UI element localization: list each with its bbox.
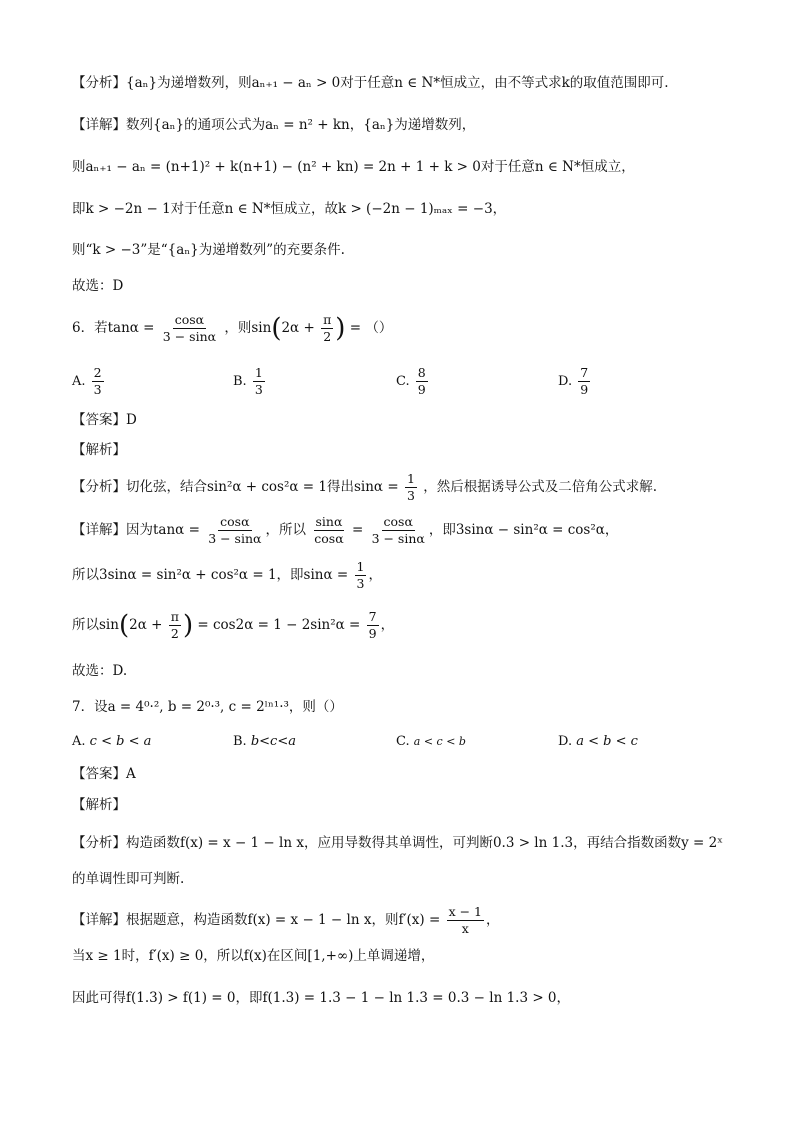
- fraction: [312, 515, 345, 546]
- option-den: 3: [254, 382, 263, 397]
- option-num: 7: [580, 365, 589, 380]
- fraction: [447, 905, 484, 936]
- q7-analysis-1: [72, 834, 723, 852]
- q6-stem-d: = （）: [349, 320, 393, 336]
- q6-detail-3-e: ，: [380, 617, 395, 633]
- option-den: 9: [417, 382, 426, 397]
- detail-tag: 【详解】: [72, 522, 126, 538]
- q7-analysis-1-text: 构造函数f(x) = x − 1 − ln x，应用导数得其单调性，可判断0.3 > ln 1.3，再结合指数函数y = 2ˣ: [126, 835, 723, 851]
- fraction-den: 3: [356, 576, 365, 591]
- detail-tag: 【详解】: [72, 912, 126, 928]
- option-num: 2: [93, 365, 102, 380]
- solution-tag: 【解析】: [72, 442, 126, 458]
- q6-detail-1-a: 因为tanα =: [126, 522, 200, 538]
- q7-detail-1-a: 根据题意，构造函数f(x) = x − 1 − ln x，则f′(x) =: [126, 912, 441, 928]
- q6-option-c: [396, 366, 430, 397]
- option-fraction: [416, 366, 428, 397]
- fraction-num: sinα: [315, 514, 343, 529]
- option-letter: A.: [72, 734, 86, 749]
- q6-analysis-b: ，然后根据诱导公式及二倍角公式求解.: [423, 479, 657, 495]
- option-den: 9: [580, 382, 589, 397]
- fraction-den: x: [461, 921, 469, 936]
- q6-analysis: [72, 472, 657, 503]
- detail-tag: 【详解】: [72, 117, 126, 133]
- q6-stem-pi-fraction: [321, 313, 333, 344]
- q6-detail-1: [72, 515, 618, 546]
- q5-detail-1: [72, 116, 475, 134]
- q7-option-b: [233, 733, 296, 751]
- q5-analysis: [72, 74, 669, 92]
- option-num: 1: [254, 365, 263, 380]
- option-text: c < b < a: [89, 734, 152, 749]
- fraction-den: cosα: [314, 531, 344, 546]
- q6-answer-value: D: [126, 412, 137, 428]
- q6-stem-fraction: [161, 313, 218, 344]
- q5-detail-3: 即k > −2n − 1对于任意n ∈ N*恒成立，故k > (−2n − 1)ₘₐₓ = −3，: [72, 201, 507, 217]
- option-letter: D.: [558, 374, 573, 389]
- q6-answer: [72, 411, 137, 429]
- q6-detail-3: 所以sin(2α + $\frac{\pi}{2}$ ) = cos2α = 1 − 2sin²α = $\frac{7}{9}$ ，: [72, 609, 395, 641]
- q7-detail-1: [72, 905, 500, 936]
- fraction: [206, 515, 263, 546]
- q6-option-b: [233, 366, 267, 397]
- fraction: [355, 560, 367, 591]
- option-letter: B.: [233, 734, 247, 749]
- option-text: a < c < b: [413, 735, 466, 748]
- answer-tag: 【答案】: [72, 766, 126, 782]
- q7-option-a: [72, 733, 151, 751]
- q5-detail-2: 则aₙ₊₁ − aₙ = (n+1)² + k(n+1) − (n² + kn) = 2n + 1 + k > 0对于任意n ∈ N*恒成立，: [72, 159, 635, 175]
- q7-detail-3: 因此可得f(1.3) > f(1) = 0，即f(1.3) = 1.3 − 1 − ln 1.3 = 0.3 − ln 1.3 > 0，: [72, 990, 571, 1006]
- q7-detail-1-b: ，: [486, 912, 500, 928]
- fraction: [370, 515, 427, 546]
- analysis-tag: 【分析】: [72, 479, 126, 495]
- fraction-den: 3 − sinα: [208, 531, 262, 546]
- option-num: 8: [417, 365, 426, 380]
- analysis-tag: 【分析】: [72, 75, 126, 91]
- q6-solution-tag: [72, 441, 126, 459]
- q7-option-d: [558, 733, 638, 751]
- fraction-num: 7: [368, 609, 377, 624]
- q6-detail-3-c: = cos2α = 1 − 2sin²α =: [197, 617, 361, 633]
- option-text: a < b < c: [576, 734, 638, 749]
- q6-detail-1-c: =: [351, 522, 364, 538]
- q7-analysis-2: 的单调性即可判断.: [72, 871, 185, 887]
- analysis-tag: 【分析】: [72, 835, 126, 851]
- q6-stem-pi: π: [323, 312, 332, 327]
- q6-detail-2: [72, 560, 382, 591]
- option-letter: B.: [233, 374, 247, 389]
- option-text: b<c<a: [250, 734, 296, 749]
- option-fraction: [578, 366, 590, 397]
- fraction: [169, 610, 181, 641]
- solution-tag: 【解析】: [72, 797, 126, 813]
- fraction-den: 9: [368, 626, 377, 641]
- q7-stem: 7．设a = 4⁰·², b = 2⁰·³, c = 2ˡⁿ¹·³，则（）: [72, 699, 343, 715]
- option-letter: D.: [558, 734, 573, 749]
- q7-option-c: [396, 733, 466, 751]
- q6-stem-two: 2: [323, 329, 332, 344]
- q6-analysis-a: 切化弦，结合sin²α + cos²α = 1得出sinα =: [126, 479, 399, 495]
- q7-answer: [72, 765, 136, 783]
- q6-stem: 6．若tanα = $\frac{\cos\alpha}{3 - \sin\alpha}$ ，则sin(2α + $\frac{\pi}{2}$ ) = （）: [72, 312, 393, 344]
- q6-detail-3-a: 所以sin: [72, 617, 119, 633]
- answer-tag: 【答案】: [72, 412, 126, 428]
- option-fraction: [92, 366, 104, 397]
- option-fraction: [253, 366, 265, 397]
- fraction-den: 2: [170, 626, 179, 641]
- fraction: [367, 610, 379, 641]
- fraction-den: 3: [406, 488, 415, 503]
- q7-answer-value: A: [126, 766, 136, 782]
- option-letter: C.: [396, 374, 410, 389]
- fraction-num: cosα: [220, 514, 250, 529]
- q6-detail-2-b: ，: [368, 567, 382, 583]
- q6-stem-den: 3 − sinα: [162, 329, 217, 344]
- q5-detail-4: 则“k > −3”是“{aₙ}为递增数列”的充要条件.: [72, 242, 345, 258]
- q6-stem-num: cosα: [174, 312, 205, 327]
- option-den: 3: [93, 382, 102, 397]
- q6-stem-b: ，则sin: [224, 320, 272, 336]
- option-letter: C.: [396, 734, 410, 749]
- q5-choose: 故选：D: [72, 278, 124, 294]
- fraction-num: 1: [356, 559, 365, 574]
- q6-option-d: [558, 366, 592, 397]
- q6-detail-3-b: 2α +: [129, 617, 163, 633]
- q6-analysis-fraction: [405, 472, 417, 503]
- option-letter: A.: [72, 374, 86, 389]
- q6-option-a: [72, 366, 106, 397]
- q6-detail-1-b: ，所以: [265, 522, 306, 538]
- q6-detail-2-a: 所以3sinα = sin²α + cos²α = 1，即sinα =: [72, 567, 349, 583]
- fraction-num: 1: [406, 471, 415, 486]
- q7-detail-2: 当x ≥ 1时，f′(x) ≥ 0，所以f(x)在区间[1,+∞)上单调递增，: [72, 948, 435, 964]
- q5-analysis-text: {aₙ}为递增数列，则aₙ₊₁ − aₙ > 0对于任意n ∈ N*恒成立，由不等式求k的取值范围即可.: [126, 75, 669, 91]
- q6-choose: 故选：D.: [72, 663, 128, 679]
- q7-solution-tag: [72, 796, 126, 814]
- fraction-num: π: [170, 609, 179, 624]
- q6-detail-1-d: ，即3sinα − sin²α = cos²α，: [428, 522, 619, 538]
- fraction-num: cosα: [383, 514, 413, 529]
- q6-stem-c: 2α +: [281, 320, 315, 336]
- q5-detail-1-text: 数列{aₙ}的通项公式为aₙ = n² + kn，{aₙ}为递增数列，: [126, 117, 476, 133]
- fraction-den: 3 − sinα: [371, 531, 425, 546]
- fraction-num: x − 1: [448, 904, 482, 919]
- q6-stem-a: 6．若tanα =: [72, 320, 155, 336]
